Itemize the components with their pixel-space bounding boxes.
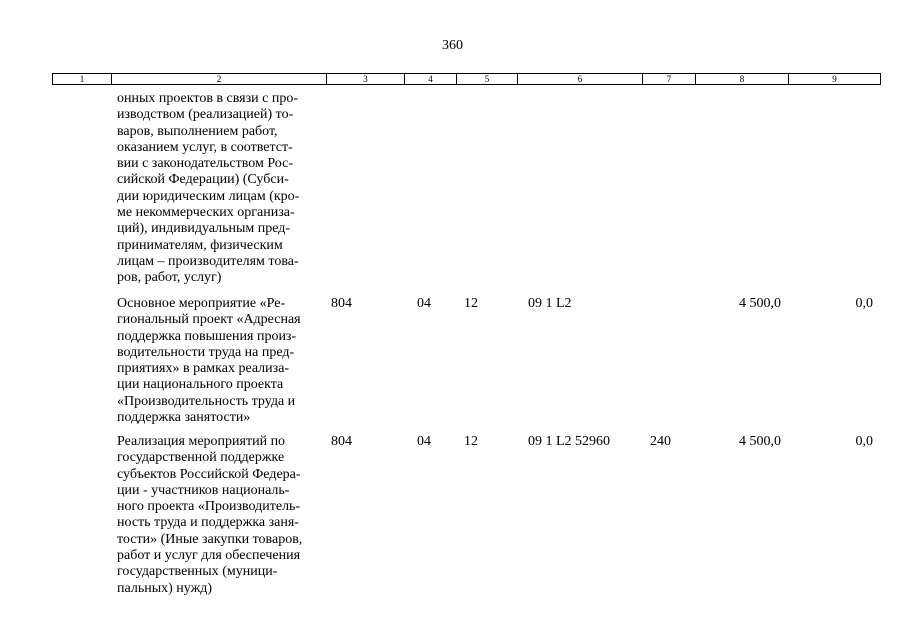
target-article-code: 09 1 L2 52960 [528,434,611,449]
page-number: 360 [442,38,463,53]
amount-value-2: 0,0 [855,296,873,311]
header-col-7: 7 [643,74,696,85]
header-col-2: 2 [112,74,327,85]
target-article-code: 09 1 L2 [528,296,572,311]
header-col-4: 4 [405,74,457,85]
amount-value-2: 0,0 [855,434,873,449]
column-number-header [52,73,881,85]
subsection-code: 12 [464,296,478,311]
subsection-code: 12 [464,434,478,449]
header-col-6: 6 [518,74,643,85]
header-col-5: 5 [457,74,518,85]
header-col-3: 3 [327,74,405,85]
header-col-8: 8 [696,74,789,85]
amount-value: 4 500,0 [739,296,781,311]
row-description: Основное мероприятие «Ре- гиональный проект «Адресная поддержка повышения произ- водительности труда на пред- приятиях» в рамках реализа- ции национального проекта «Производительность труда и поддержка занятости» [117,296,301,426]
amount-value: 4 500,0 [739,434,781,449]
row-description: Реализация мероприятий по государственной поддержке субъектов Российской Федера- ции - участников националь- ного проекта «Производитель- ность труда и поддержка заня- тости» (Иные закупки товаров, работ и услуг для обеспечения государственных (муници- пальных) нужд) [117,434,303,596]
header-col-9: 9 [789,74,881,85]
expense-type-code: 240 [650,434,671,449]
section-code: 04 [417,296,431,311]
section-code: 04 [417,434,431,449]
ministry-code: 804 [331,296,352,311]
ministry-code: 804 [331,434,352,449]
row-description: онных проектов в связи с про- изводством (реализацией) то- варов, выполнением работ, оказанием услуг, в соответст- вии с законодательством Рос- сийской Федерации) (Субси- дии юридическим лицам (кро- ме некоммерческих организа- ций), индивидуальным пред- принимателям, физическим лицам – производителям това- ров, работ, услуг) [117,91,300,286]
header-col-1: 1 [53,74,112,85]
